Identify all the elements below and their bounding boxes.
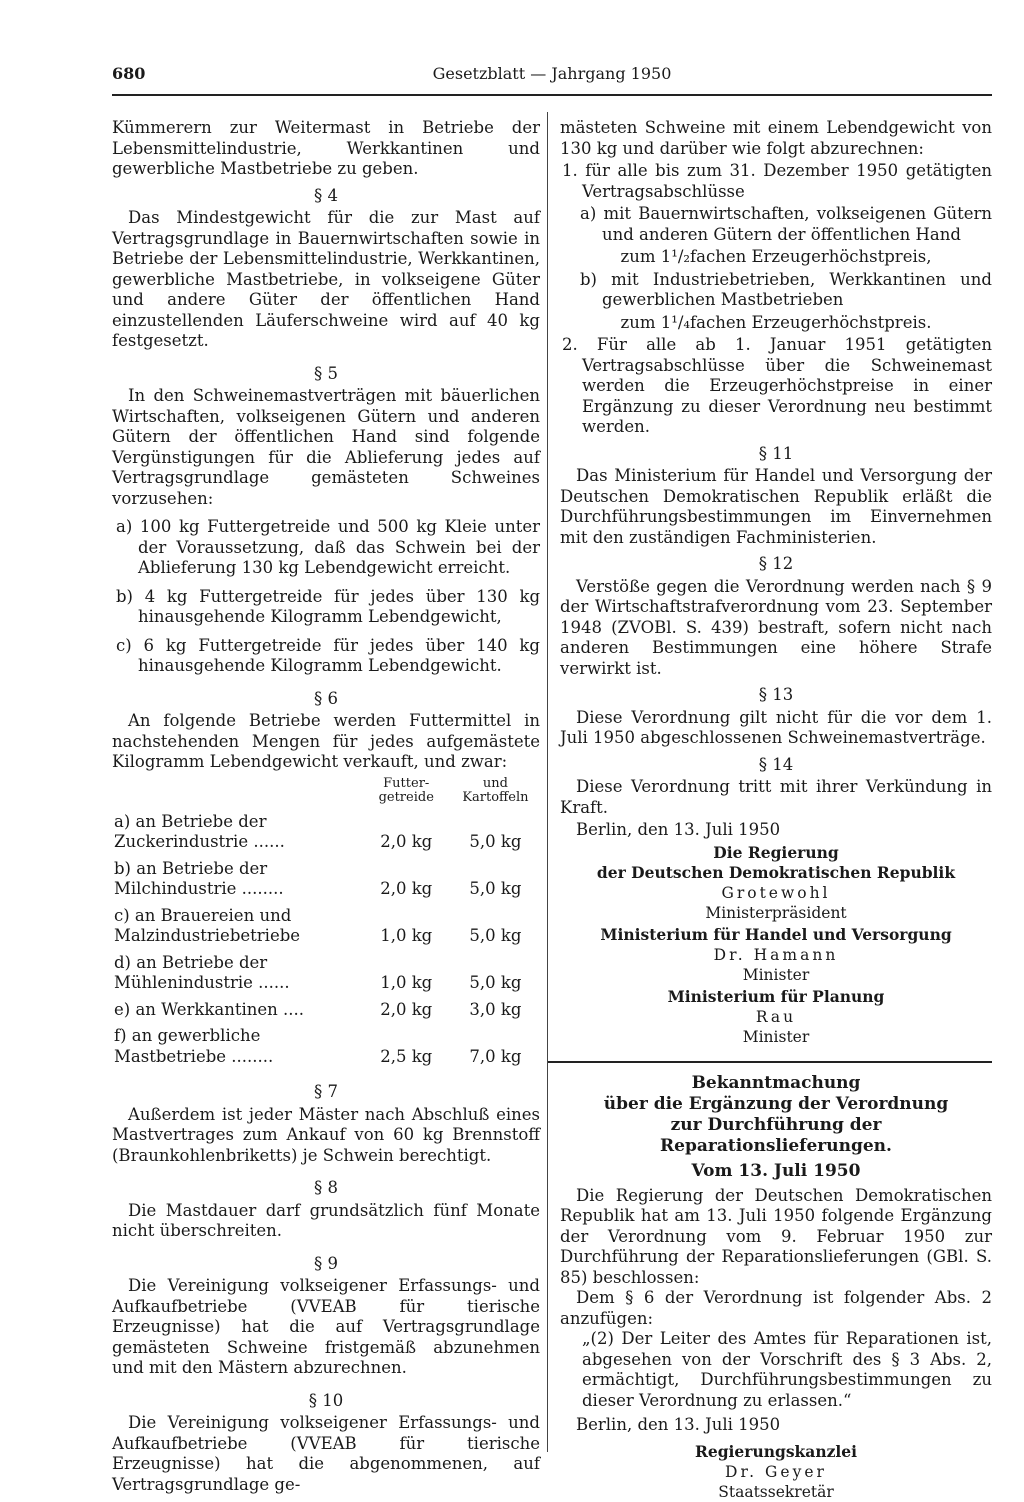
row-potato: 5,0 kg <box>469 926 522 945</box>
section-10-continuation: mästeten Schweine mit einem Lebendgewicht von 130 kg und darüber wie folgt abzurechnen: <box>560 118 992 158</box>
section-heading-10: § 10 <box>308 1390 344 1410</box>
section-11-text: Das Ministerium für Handel und Versorgung der Deutschen Demokratischen Republik erläßt die Durchführungsbestimmungen im Einvernehmen mit den zuständigen Fachministerien. <box>560 466 992 547</box>
signature-role: Minister <box>742 1027 810 1046</box>
row-potato: 5,0 kg <box>469 973 522 992</box>
signature-org: Die Regierung <box>713 842 839 862</box>
section-12-text: Verstöße gegen die Verordnung werden nach § 9 der Wirtschaftstrafverordnung vom 23. September 1948 (ZVOBl. S. 439) bestraft, sofern nicht nach anderen Bestimmungen eine höhere Strafe verwirkt ist. <box>560 576 992 678</box>
section-5-item-a <box>112 517 540 579</box>
section-heading-14: § 14 <box>758 754 794 774</box>
row-grain: 2,0 kg <box>380 879 433 898</box>
table-row <box>112 809 540 856</box>
section-4-text: Das Mindestgewicht für die zur Mast auf Vertragsgrundlage in Bauernwirtschaften sowie in Betriebe der Lebensmittelindustrie, Werkkantinen, gewerbliche Mastbetriebe, in volkseigene Güter und andere Güter der öffentlichen Hand einzustellenden Läuferschweine wird auf 40 kg festgesetzt. <box>112 208 540 350</box>
signature-org: der Deutschen Demokratischen Republik <box>596 862 956 882</box>
signature-name: Dr. Hamann <box>713 945 839 964</box>
settlement-item-2: 2. Für alle ab 1. Januar 1951 getätigten Vertragsabschlüsse über die Schweinemast werden die Erzeugerhöchstpreise in einer Ergänzung zu dieser Verordnung neu bestimmt werden. <box>562 335 992 436</box>
notice-subtitle: über die Ergänzung der Verordnung <box>603 1093 949 1114</box>
column-divider <box>547 112 548 1452</box>
row-label: f) an gewerbliche Mastbetriebe ........ <box>114 1026 274 1066</box>
notice-date-heading: Vom 13. Juli 1950 <box>691 1160 861 1181</box>
table-row <box>112 1023 540 1070</box>
column-header-potato: und Kartoffeln <box>462 775 529 805</box>
notice-paragraph: Dem § 6 der Verordnung ist folgender Abs. 2 anzufügen: <box>560 1288 992 1328</box>
section-heading-7: § 7 <box>314 1082 338 1101</box>
signature-name: Dr. Geyer <box>725 1462 827 1481</box>
row-label: b) an Betriebe der Milchindustrie ........ <box>114 858 284 898</box>
section-5-text: In den Schweinemastverträgen mit bäuerlichen Wirtschaften, volkseigenen Gütern und anderen Gütern der öffentlichen Hand sind folgende Vergünstigungen für die Ablieferung jedes auf Vertragsgrundlage gemästeten Schweines vorzusehen: <box>112 386 540 508</box>
notice-quote: „(2) Der Leiter des Amtes für Reparationen ist, abgesehen von der Vorschrift des § 3 Abs. 2, ermächtigt, Durchführungsbestimmungen zu dieser Verordnung zu erlassen.“ <box>582 1329 992 1410</box>
section-14-text: Diese Verordnung tritt mit ihrer Verkündung in Kraft. <box>560 777 992 817</box>
notice-date: Berlin, den 13. Juli 1950 <box>576 1415 781 1434</box>
section-8-text: Die Mastdauer darf grundsätzlich fünf Monate nicht überschreiten. <box>112 1200 540 1240</box>
row-label: c) an Brauereien und Malzindustriebetriebe <box>114 905 301 945</box>
table-row <box>112 856 540 903</box>
table-row <box>112 997 540 1024</box>
item-text: 4 kg Futtergetreide für jedes über 130 kg hinausgehende Kilogramm Lebendgewicht, <box>138 586 540 626</box>
signature-role: Staatssekretär <box>718 1482 834 1501</box>
notice-paragraph: Die Regierung der Deutschen Demokratischen Republik hat am 13. Juli 1950 folgende Ergänzung der Verordnung vom 9. Februar 1950 zur Durchführung der Reparationslieferungen (GBl. S. 85) beschlossen: <box>560 1185 992 1287</box>
column-header-grain: Futter-getreide <box>378 775 434 805</box>
header-rule <box>112 94 992 96</box>
section-5-item-c <box>112 636 540 677</box>
signature-role: Ministerpräsident <box>705 903 847 922</box>
row-label: a) an Betriebe der Zuckerindustrie ...... <box>114 811 285 851</box>
row-potato: 5,0 kg <box>469 879 522 898</box>
row-potato: 5,0 kg <box>469 832 522 851</box>
table-row <box>112 950 540 997</box>
signature-role: Minister <box>742 965 810 984</box>
intro-paragraph: Kümmerern zur Weitermast in Betriebe der Lebensmittelindustrie, Werkkantinen und gewerbliche Mastbetriebe zu geben. <box>112 118 540 178</box>
settlement-item-1b: b) mit Industriebetrieben, Werkkantinen und gewerblichen Mastbetrieben <box>580 269 992 309</box>
section-10-text: Die Vereinigung volkseigener Erfassungs- und Aufkaufbetriebe (VVEAB für tierische Erzeugnisse) hat die abgenommenen, auf Vertragsgrundlage ge- <box>112 1413 540 1494</box>
row-label: e) an Werkkantinen .... <box>114 999 305 1019</box>
row-grain: 2,0 kg <box>380 832 433 851</box>
row-potato: 3,0 kg <box>469 999 522 1019</box>
section-5-item-b <box>112 587 540 628</box>
notice-title: Bekanntmachung <box>691 1072 861 1093</box>
settlement-item-1a: a) mit Bauernwirtschaften, volkseigenen Gütern und anderen Gütern der öffentlichen Hand <box>580 204 992 244</box>
settlement-item-1: 1. für alle bis zum 31. Dezember 1950 getätigten Vertragsabschlüsse <box>562 161 992 201</box>
left-column <box>112 118 540 1495</box>
signing-date: Berlin, den 13. Juli 1950 <box>576 820 781 839</box>
item-mark: a) <box>116 517 133 536</box>
section-13-text: Diese Verordnung gilt nicht für die vor dem 1. Juli 1950 abgeschlossenen Schweinemastverträge. <box>560 707 992 747</box>
page-number: 680 <box>112 64 146 83</box>
row-grain: 2,0 kg <box>380 999 433 1019</box>
notice-divider <box>548 1061 992 1063</box>
item-text: 6 kg Futtergetreide für jedes über 140 kg hinausgehende Kilogramm Lebendgewicht. <box>138 635 540 675</box>
right-column <box>560 118 992 1502</box>
notice-signature <box>560 1442 992 1502</box>
signature-name: Grotewohl <box>721 883 831 902</box>
section-9-text: Die Vereinigung volkseigener Erfassungs- und Aufkaufbetriebe (VVEAB für tierische Erzeugnisse) hat die auf Vertragsgrundlage gemästeten Schweine fristgemäß abzunehmen und mit den Mästern abzurechnen. <box>112 1276 540 1377</box>
section-heading-12: § 12 <box>758 554 794 573</box>
signature-planning-ministry <box>560 987 992 1047</box>
settlement-item-1a-rate: zum 1¹/₂fachen Erzeugerhöchstpreis, <box>620 247 932 266</box>
item-text: 100 kg Futtergetreide und 500 kg Kleie unter der Voraussetzung, daß das Schwein bei der Ablieferung 130 kg Lebendgewicht erreicht. <box>138 517 540 577</box>
section-6-text: An folgende Betriebe werden Futtermittel in nachstehenden Mengen für jedes aufgemästete Kilogramm Lebendgewicht verkauft, und zwar: <box>112 711 540 771</box>
section-heading-6: § 6 <box>314 688 338 708</box>
item-mark: b) <box>116 586 133 606</box>
signature-org: Regierungskanzlei <box>694 1441 858 1461</box>
feed-table-header <box>112 777 540 809</box>
signature-name: Rau <box>755 1007 797 1026</box>
section-heading-4: § 4 <box>314 185 338 205</box>
settlement-item-1b-rate: zum 1¹/₄fachen Erzeugerhöchstpreis. <box>620 312 932 332</box>
section-heading-11: § 11 <box>758 443 794 463</box>
item-mark: c) <box>116 635 132 655</box>
signature-government <box>560 843 992 923</box>
row-grain: 2,5 kg <box>380 1046 433 1066</box>
section-heading-9: § 9 <box>314 1253 338 1273</box>
running-title: Gesetzblatt — Jahrgang 1950 <box>432 64 672 83</box>
section-heading-13: § 13 <box>758 685 794 704</box>
section-heading-8: § 8 <box>314 1178 338 1197</box>
page-header <box>112 62 992 92</box>
feed-table <box>112 777 540 1071</box>
signature-trade-ministry <box>560 925 992 985</box>
table-row <box>112 903 540 950</box>
signature-org: Ministerium für Planung <box>667 986 885 1006</box>
row-potato: 7,0 kg <box>469 1046 522 1066</box>
section-7-text: Außerdem ist jeder Mäster nach Abschluß eines Mastvertrages zum Ankauf von 60 kg Brennstoff (Braunkohlenbriketts) je Schwein berechtigt. <box>112 1104 540 1165</box>
notice-subtitle: zur Durchführung der Reparationslieferungen. <box>660 1114 892 1156</box>
row-grain: 1,0 kg <box>380 926 433 945</box>
section-heading-5: § 5 <box>314 363 338 383</box>
row-label: d) an Betriebe der Mühlenindustrie ...... <box>114 952 290 992</box>
row-grain: 1,0 kg <box>380 973 433 992</box>
signature-org: Ministerium für Handel und Versorgung <box>600 924 952 944</box>
